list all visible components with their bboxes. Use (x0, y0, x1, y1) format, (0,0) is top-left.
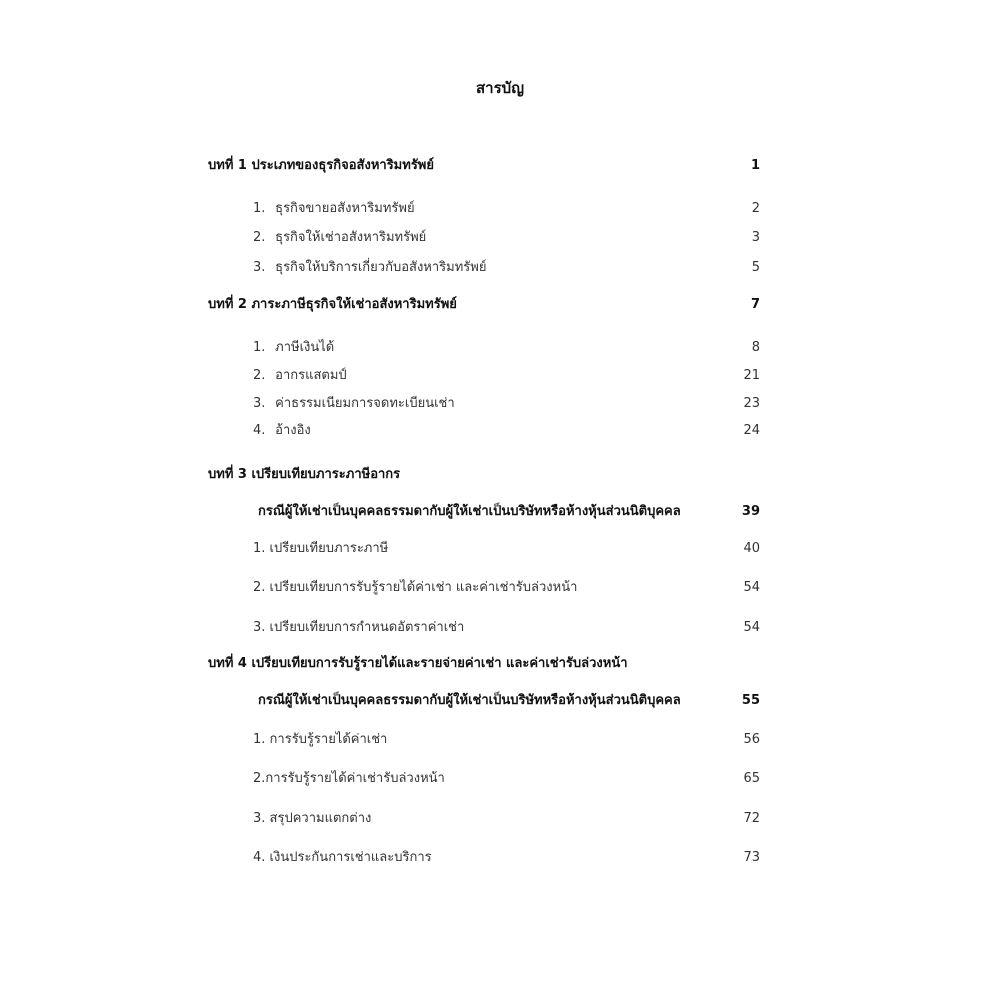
entry-number: 1. (253, 201, 266, 216)
entry-page: 54 (743, 580, 760, 595)
entry-label: 2.การรับรู้รายได้ค่าเช่ารับล่วงหน้า (253, 771, 445, 786)
toc-entry[interactable] (253, 337, 760, 359)
entry-page: 23 (743, 396, 760, 411)
chapter-2-page: 7 (750, 297, 760, 312)
entry-number: 4. (253, 423, 266, 438)
entry-page: 40 (743, 541, 760, 556)
toc-entry[interactable] (253, 538, 760, 560)
entry-page: 54 (743, 620, 760, 635)
chapter-3-heading[interactable] (208, 464, 760, 486)
chapter-4-page: 55 (741, 693, 760, 708)
toc-entry[interactable] (253, 729, 760, 751)
entry-label: อ้างอิง (275, 423, 311, 438)
entry-label: 3. สรุปความแตกต่าง (253, 811, 372, 826)
toc-entry[interactable] (253, 365, 760, 387)
entry-page: 2 (751, 201, 760, 216)
chapter-4-title: บทที่ 4 เปรียบเทียบการรับรู้รายได้และรายจ่ายค่าเช่า และค่าเช่ารับล่วงหน้า (208, 656, 628, 671)
entry-number: 3. (253, 260, 266, 275)
toc-entry[interactable] (253, 227, 760, 249)
entry-label: ธุรกิจขายอสังหาริมทรัพย์ (275, 201, 415, 216)
chapter-3-subtitle: กรณีผู้ให้เช่าเป็นบุคคลธรรมดากับผู้ให้เช่าเป็นบริษัทหรือห้างหุ้นส่วนนิติบุคคล (258, 504, 681, 519)
chapter-3-title: บทที่ 3 เปรียบเทียบภาระภาษีอากร (208, 467, 401, 482)
entry-label: 4. เงินประกันการเช่าและบริการ (253, 850, 432, 865)
toc-entry[interactable] (253, 617, 760, 639)
chapter-1-title: บทที่ 1 ประเภทของธุรกิจอสังหาริมทรัพย์ (208, 158, 434, 173)
toc-entry[interactable] (253, 577, 760, 599)
entry-label: ธุรกิจให้บริการเกี่ยวกับอสังหาริมทรัพย์ (275, 260, 487, 275)
chapter-2-heading[interactable] (208, 294, 760, 316)
chapter-3-subheading[interactable] (258, 501, 760, 523)
entry-page: 56 (743, 732, 760, 747)
chapter-4-heading[interactable] (208, 653, 760, 675)
toc-entry[interactable] (253, 257, 760, 279)
toc-entry[interactable] (253, 420, 760, 442)
toc-entry[interactable] (253, 768, 760, 790)
entry-page: 65 (743, 771, 760, 786)
entry-page: 72 (743, 811, 760, 826)
chapter-4-subtitle: กรณีผู้ให้เช่าเป็นบุคคลธรรมดากับผู้ให้เช่าเป็นบริษัทหรือห้างหุ้นส่วนนิติบุคคล (258, 693, 681, 708)
entry-page: 5 (751, 260, 760, 275)
entry-number: 2. (253, 368, 266, 383)
entry-number: 1. (253, 340, 266, 355)
entry-label: 1. เปรียบเทียบภาระภาษี (253, 541, 389, 556)
entry-label: ค่าธรรมเนียมการจดทะเบียนเช่า (275, 396, 455, 411)
chapter-1-heading[interactable] (208, 155, 760, 177)
chapter-1-page: 1 (750, 158, 760, 173)
entry-page: 24 (743, 423, 760, 438)
entry-label: 3. เปรียบเทียบการกำหนดอัตราค่าเช่า (253, 620, 465, 635)
chapter-3-page: 39 (741, 504, 760, 519)
toc-entry[interactable] (253, 393, 760, 415)
entry-page: 8 (751, 340, 760, 355)
toc-title: สารบัญ (476, 79, 524, 97)
entry-page: 21 (743, 368, 760, 383)
entry-page: 3 (751, 230, 760, 245)
toc-entry[interactable] (253, 198, 760, 220)
entry-number: 3. (253, 396, 266, 411)
toc-entry[interactable] (253, 847, 760, 869)
chapter-2-title: บทที่ 2 ภาระภาษีธุรกิจให้เช่าอสังหาริมทรัพย์ (208, 297, 457, 312)
entry-label: ธุรกิจให้เช่าอสังหาริมทรัพย์ (275, 230, 427, 245)
entry-page: 73 (743, 850, 760, 865)
toc-entry[interactable] (253, 808, 760, 830)
entry-label: อากรแสตมป์ (275, 368, 347, 383)
entry-label: 2. เปรียบเทียบการรับรู้รายได้ค่าเช่า และค่าเช่ารับล่วงหน้า (253, 580, 578, 595)
chapter-4-subheading[interactable] (258, 690, 760, 712)
entry-number: 2. (253, 230, 266, 245)
entry-label: 1. การรับรู้รายได้ค่าเช่า (253, 732, 388, 747)
entry-label: ภาษีเงินได้ (275, 340, 335, 355)
